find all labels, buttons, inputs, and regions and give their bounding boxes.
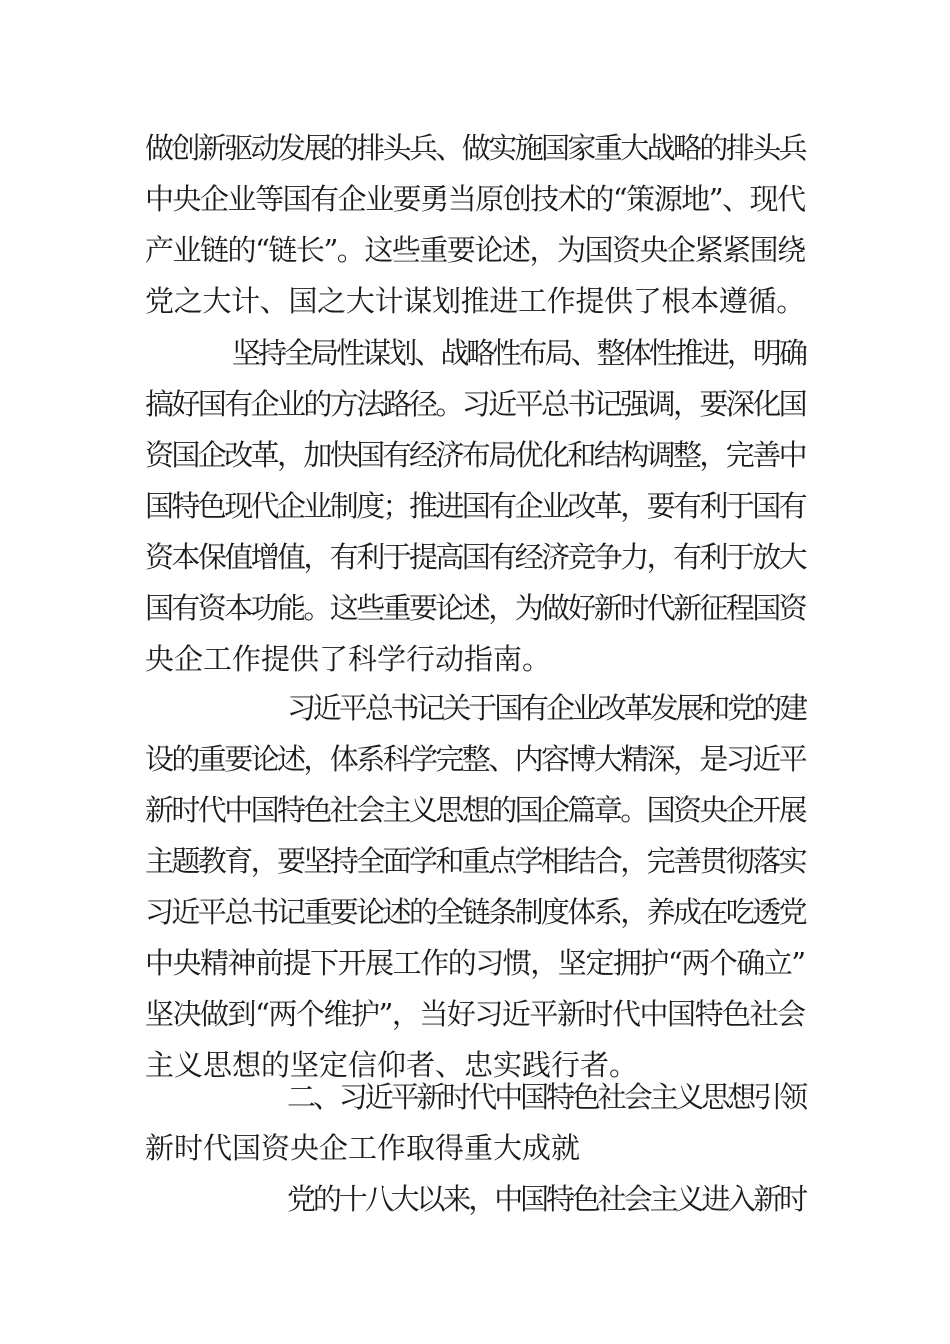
text-line: 做创新驱动发展的排头兵、做实施国家重大战略的排头兵 bbox=[145, 131, 806, 165]
text-line: 坚决做到“两个维护”，当好习近平新时代中国特色社会 bbox=[145, 997, 805, 1031]
text-line: 设的重要论述，体系科学完整、内容博大精深，是习近平 bbox=[145, 742, 806, 776]
text-line: 国特色现代企业制度；推进国有企业改革，要有利于国有 bbox=[145, 489, 806, 523]
text-line: 习近平总书记重要论述的全链条制度体系，养成在吃透党 bbox=[145, 895, 806, 929]
text-line: 党之大计、国之大计谋划推进工作提供了根本遵循。 bbox=[145, 284, 806, 318]
text-line: 央企工作提供了科学行动指南。 bbox=[145, 642, 552, 676]
section-heading-line: 新时代国资央企工作取得重大成就 bbox=[145, 1131, 581, 1165]
text-line: 新时代中国特色社会主义思想的国企篇章。国资央企开展 bbox=[145, 793, 806, 827]
text-line: 主题教育，要坚持全面学和重点学相结合，完善贯彻落实 bbox=[145, 844, 806, 878]
text-line: 产业链的“链长”。这些重要论述，为国资央企紧紧围绕 bbox=[145, 233, 805, 267]
text-line: 主义思想的坚定信仰者、忠实践行者。 bbox=[145, 1048, 639, 1082]
paragraph-first-line: 坚持全局性谋划、战略性布局、整体性推进，明确 bbox=[232, 336, 806, 370]
text-line: 中央企业等国有企业要勇当原创技术的“策源地”、现代 bbox=[145, 182, 805, 216]
text-line: 中央精神前提下开展工作的习惯，坚定拥护“两个确立” bbox=[145, 946, 805, 980]
text-line: 国有资本功能。这些重要论述，为做好新时代新征程国资 bbox=[145, 591, 806, 625]
text-line: 资本保值增值，有利于提高国有经济竞争力，有利于放大 bbox=[145, 540, 806, 574]
section-heading-line: 二、习近平新时代中国特色社会主义思想引领 bbox=[287, 1080, 806, 1114]
paragraph-first-line: 习近平总书记关于国有企业改革发展和党的建 bbox=[287, 691, 806, 725]
paragraph-first-line: 党的十八大以来，中国特色社会主义进入新时 bbox=[287, 1182, 806, 1216]
text-line: 搞好国有企业的方法路径。习近平总书记强调，要深化国 bbox=[145, 387, 806, 421]
text-line: 资国企改革，加快国有经济布局优化和结构调整，完善中 bbox=[145, 438, 806, 472]
